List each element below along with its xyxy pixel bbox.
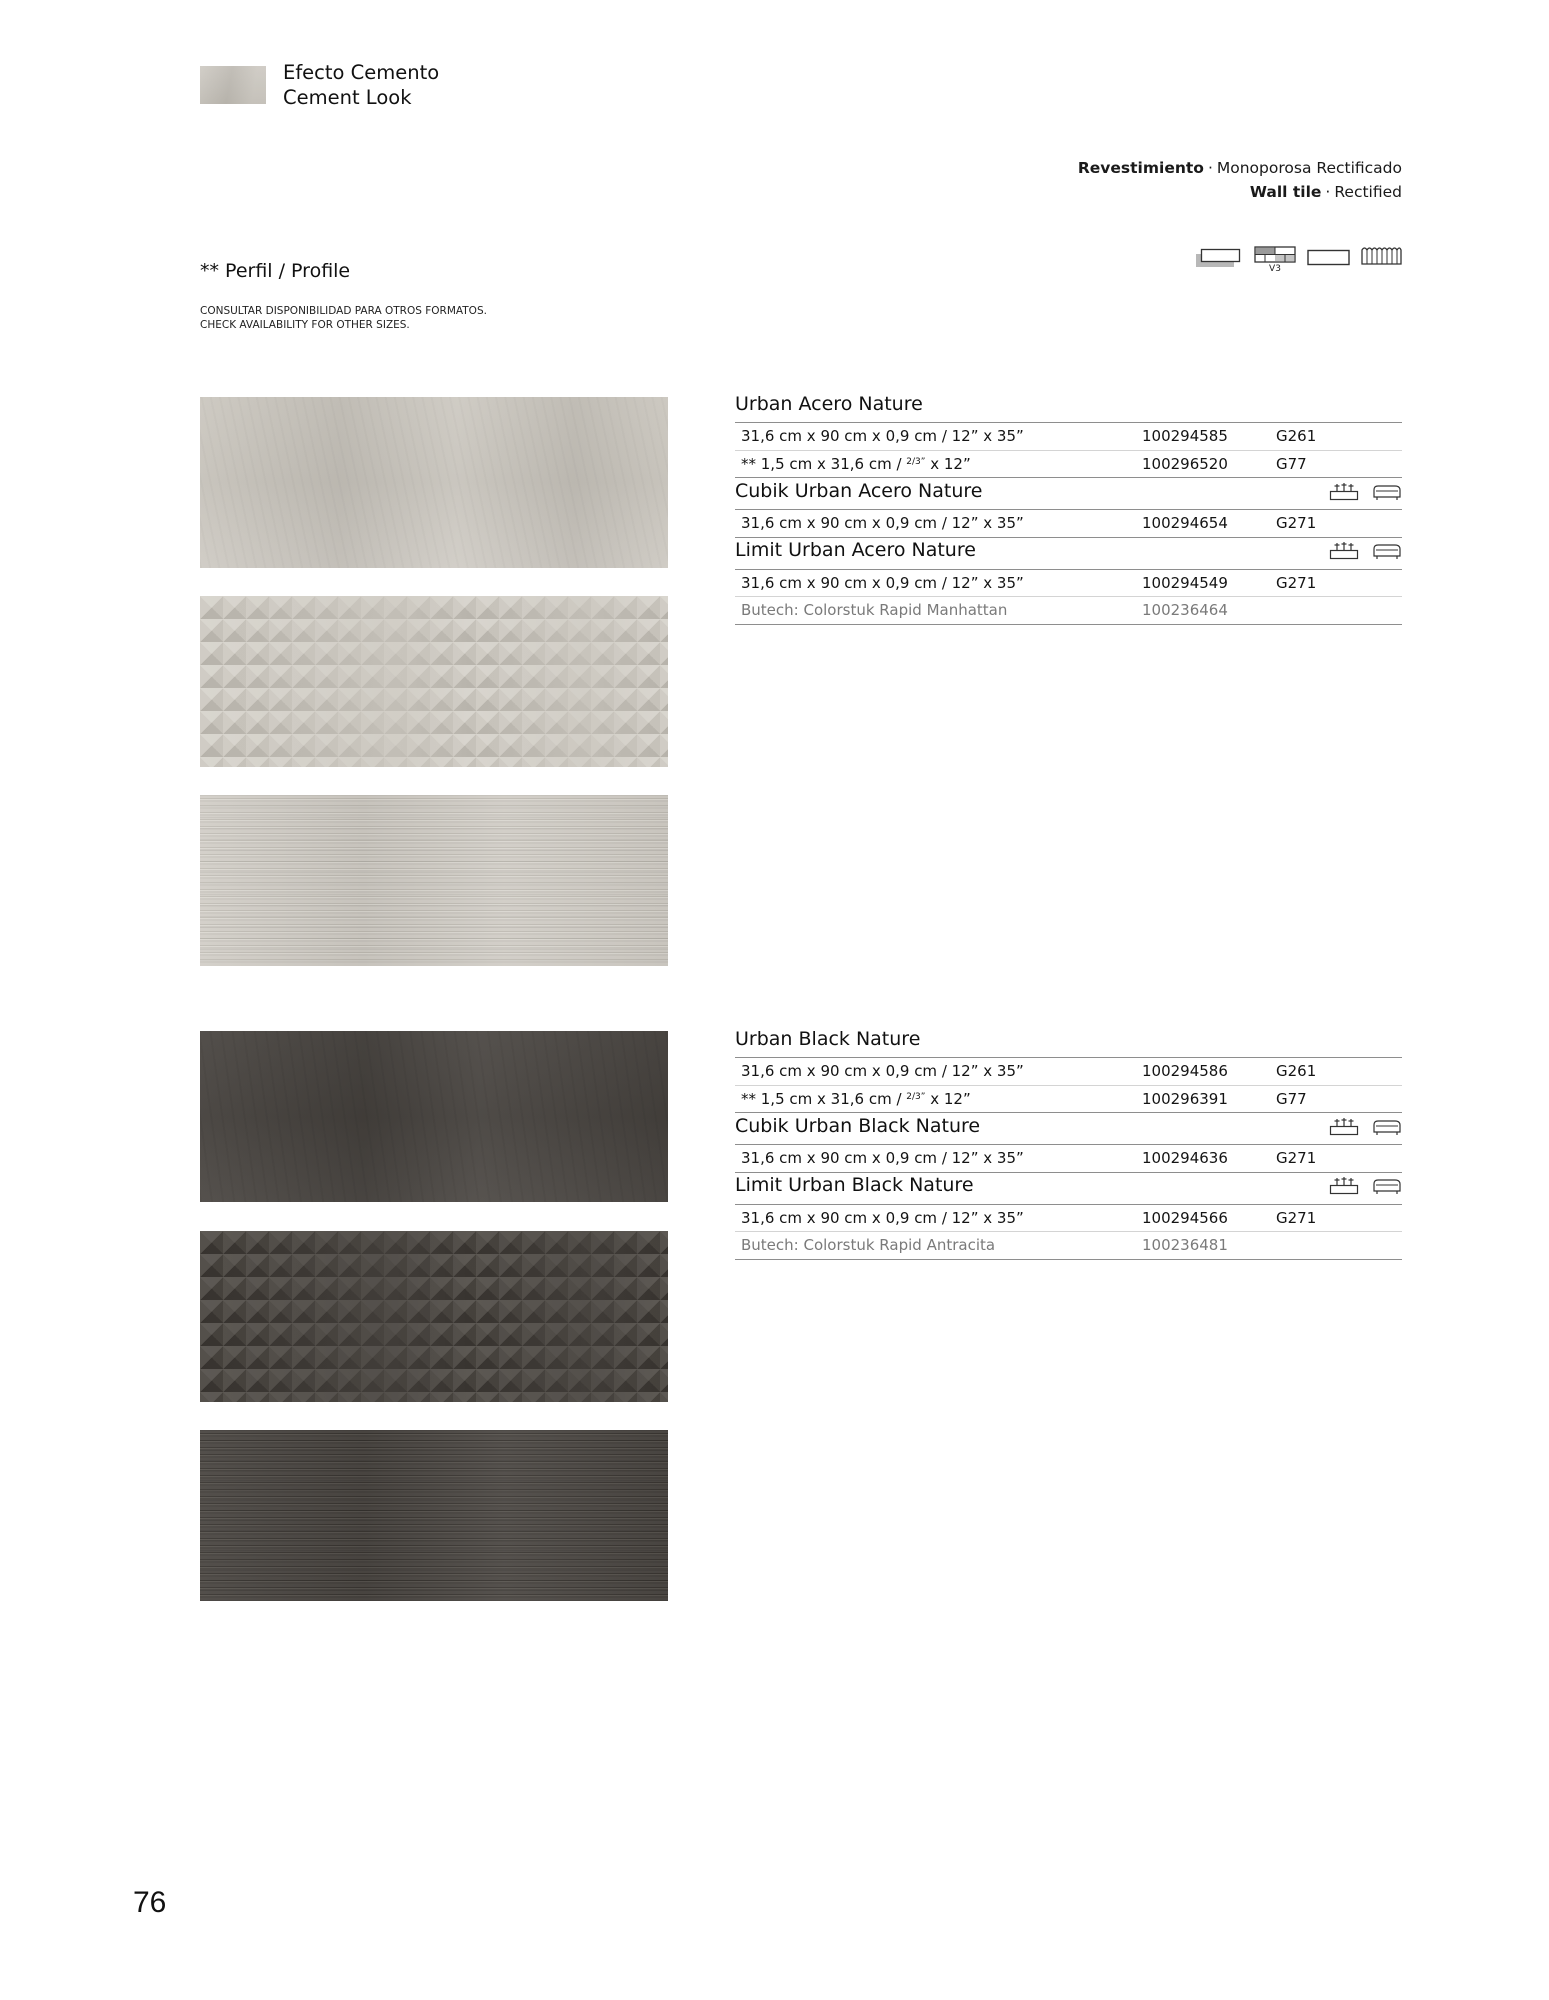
use-icons <box>1329 540 1402 560</box>
size-cell <box>735 455 1142 473</box>
bathtub-icon <box>1372 1116 1402 1136</box>
category-separator: · <box>1207 159 1213 177</box>
size-fraction: 2/3” <box>906 456 926 467</box>
code-cell: 100294636 <box>1142 1149 1228 1168</box>
product-name: Urban Acero Nature <box>735 392 923 415</box>
availability-note <box>200 304 487 332</box>
category-finish-es: Monoporosa Rectificado <box>1216 159 1402 177</box>
tile-image-urban-black-nature <box>200 1031 668 1202</box>
product-name: Limit Urban Acero Nature <box>735 539 976 561</box>
product-row <box>735 423 1402 451</box>
size-cell <box>735 1090 1142 1108</box>
ref-cell: G271 <box>1276 573 1317 592</box>
size-cell: 31,6 cm x 90 cm x 0,9 cm / 12” x 35” <box>741 573 1024 592</box>
product-name: Cubik Urban Acero Nature <box>735 479 983 502</box>
variation-label: V3 <box>1269 264 1281 274</box>
ref-cell: G77 <box>1276 1089 1307 1108</box>
ref-cell: G271 <box>1276 1149 1317 1168</box>
kitchen-icon <box>1329 1116 1359 1136</box>
kitchen-icon <box>1329 481 1359 501</box>
category-line-en <box>1078 180 1402 204</box>
product-row <box>735 1086 1402 1114</box>
ref-cell: G261 <box>1276 1062 1317 1081</box>
product-table-urban-acero <box>735 391 1402 625</box>
bathtub-icon <box>1372 540 1402 560</box>
availability-note-en: CHECK AVAILABILITY FOR OTHER SIZES. <box>200 319 410 331</box>
relief-pattern-icon <box>1361 245 1402 265</box>
page-number: 76 <box>133 1886 167 1919</box>
grout-row <box>735 1232 1402 1260</box>
code-cell: 100294586 <box>1142 1062 1228 1081</box>
tile-image-cubik-urban-black-nature <box>200 1231 668 1402</box>
size-text-end: x 12” <box>925 454 971 473</box>
product-title-row <box>735 1026 1402 1058</box>
category-line-es <box>1078 156 1402 180</box>
category-separator: · <box>1325 183 1331 201</box>
product-row <box>735 1205 1402 1233</box>
profile-note: ** Perfil / Profile <box>200 260 351 282</box>
code-cell: 100294549 <box>1142 573 1228 592</box>
product-row <box>735 451 1402 479</box>
section-header <box>283 61 439 110</box>
product-name: Cubik Urban Black Nature <box>735 1114 981 1137</box>
use-icons <box>1329 1175 1402 1195</box>
tile-image-urban-acero-nature <box>200 397 668 568</box>
rectangular-format-icon <box>1307 249 1350 266</box>
use-icons <box>1329 481 1402 501</box>
grout-code: 100236481 <box>1142 1236 1228 1255</box>
cement-look-swatch <box>200 66 266 104</box>
code-cell: 100294654 <box>1142 514 1228 533</box>
code-cell: 100296391 <box>1142 1089 1228 1108</box>
grout-row <box>735 597 1402 625</box>
product-title-row <box>735 1113 1402 1145</box>
product-title-row <box>735 538 1402 570</box>
ref-cell: G261 <box>1276 427 1317 446</box>
product-row <box>735 510 1402 538</box>
tile-image-cubik-urban-acero-nature <box>200 596 668 767</box>
code-cell: 100294566 <box>1142 1208 1228 1227</box>
kitchen-icon <box>1329 540 1359 560</box>
size-cell: 31,6 cm x 90 cm x 0,9 cm / 12” x 35” <box>741 427 1024 446</box>
ref-cell: G271 <box>1276 514 1317 533</box>
section-title-en: Cement Look <box>283 85 412 109</box>
availability-note-es: CONSULTAR DISPONIBILIDAD PARA OTROS FORMATOS. <box>200 305 487 317</box>
bathtub-icon <box>1372 1175 1402 1195</box>
grout-code: 100236464 <box>1142 601 1228 620</box>
kitchen-icon <box>1329 1175 1359 1195</box>
product-name: Urban Black Nature <box>735 1027 921 1050</box>
size-cell: 31,6 cm x 90 cm x 0,9 cm / 12” x 35” <box>741 1149 1024 1168</box>
size-text-end: x 12” <box>925 1089 971 1108</box>
code-cell: 100294585 <box>1142 427 1228 446</box>
code-cell: 100296520 <box>1142 454 1228 473</box>
category-type-en: Wall tile <box>1249 183 1322 201</box>
use-icons <box>1329 1116 1402 1136</box>
section-title-es: Efecto Cemento <box>283 61 440 84</box>
grout-label: Butech: Colorstuk Rapid Antracita <box>741 1236 996 1255</box>
product-row <box>735 570 1402 598</box>
size-text: ** 1,5 cm x 31,6 cm / <box>741 454 907 473</box>
product-row <box>735 1058 1402 1086</box>
tile-image-limit-urban-acero-nature <box>200 795 668 966</box>
grout-label: Butech: Colorstuk Rapid Manhattan <box>741 601 1008 620</box>
size-text: ** 1,5 cm x 31,6 cm / <box>741 1089 907 1108</box>
size-cell: 31,6 cm x 90 cm x 0,9 cm / 12” x 35” <box>741 514 1024 533</box>
tile-category <box>1078 156 1402 204</box>
product-name: Limit Urban Black Nature <box>735 1174 974 1196</box>
wall-tile-format-icon <box>1195 247 1243 269</box>
product-row <box>735 1145 1402 1173</box>
shade-variation-icon <box>1254 246 1296 263</box>
product-table-urban-black <box>735 1026 1402 1260</box>
product-title-row <box>735 1173 1402 1205</box>
product-title-row <box>735 478 1402 510</box>
tile-image-limit-urban-black-nature <box>200 1430 668 1601</box>
bathtub-icon <box>1372 481 1402 501</box>
category-type-es: Revestimiento <box>1077 159 1204 177</box>
ref-cell: G77 <box>1276 454 1307 473</box>
size-cell: 31,6 cm x 90 cm x 0,9 cm / 12” x 35” <box>741 1062 1024 1081</box>
category-finish-en: Rectified <box>1334 183 1402 201</box>
size-cell: 31,6 cm x 90 cm x 0,9 cm / 12” x 35” <box>741 1208 1024 1227</box>
product-title-row <box>735 391 1402 423</box>
size-fraction: 2/3” <box>906 1091 926 1102</box>
ref-cell: G271 <box>1276 1208 1317 1227</box>
